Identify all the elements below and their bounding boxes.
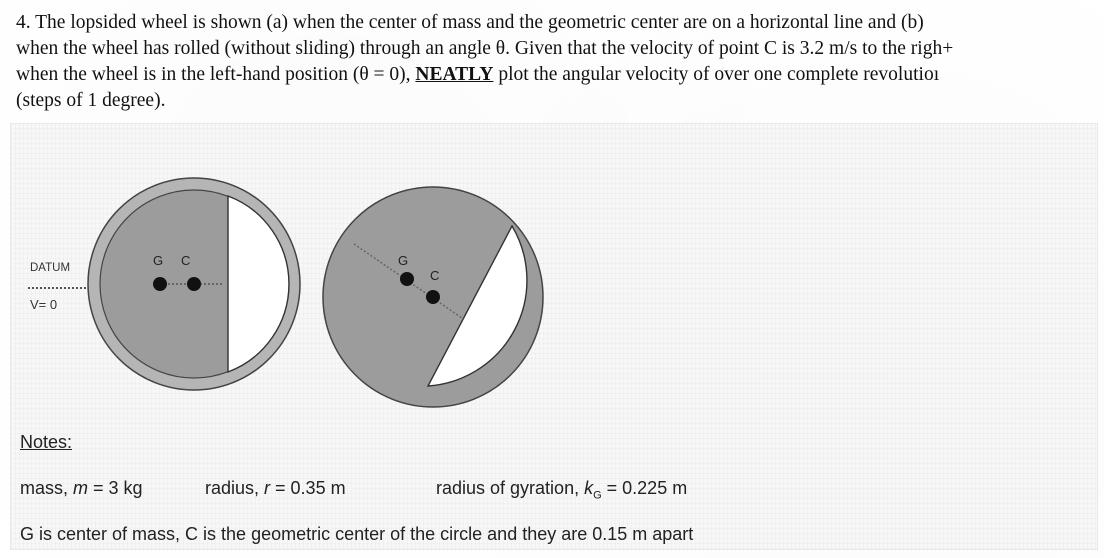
wheel-b-c-dot <box>426 290 440 304</box>
mass-variable: m <box>73 478 89 498</box>
gyration-label: radius of gyration, <box>436 478 585 498</box>
mass-value: = 3 kg <box>88 478 143 498</box>
problem-line-3-start: when the wheel is in the left-hand position (θ = 0), <box>16 64 416 85</box>
wheel-a-g-dot <box>153 277 167 291</box>
radius-variable: r <box>264 478 271 498</box>
radius-note <box>205 478 346 499</box>
gc-definition-note: G is center of mass, C is the geometric center of the circle and they are 0.15 m apart <box>20 524 694 544</box>
problem-line-3-end: plot the angular velocity of over one complete revolutioı <box>493 64 940 85</box>
wheel-b-c-label: C <box>430 268 440 283</box>
wheel-a-g-label: G <box>153 253 164 268</box>
wheel-a-c-label: C <box>181 253 191 268</box>
wheel-b <box>323 187 543 407</box>
velocity-zero-label: V= 0 <box>30 297 58 312</box>
notes-heading: Notes: <box>20 432 73 452</box>
gyration-variable: k <box>584 478 594 498</box>
radius-label: radius, <box>205 478 265 498</box>
neatly-emphasis: NEATLY <box>415 64 494 85</box>
gyration-subscript: G <box>593 489 602 502</box>
mass-label: mass, <box>20 478 74 498</box>
problem-line-1: 4. The lopsided wheel is shown (a) when the center of mass and the geometric center are on a horizontal line and (b) <box>16 12 924 33</box>
wheel-b-g-label: G <box>398 253 409 268</box>
gyration-note <box>436 478 687 502</box>
wheel-b-g-dot <box>400 272 414 286</box>
wheel-a <box>88 178 300 390</box>
gyration-value: = 0.225 m <box>601 478 688 498</box>
mass-note <box>20 478 143 499</box>
radius-value: = 0.35 m <box>270 478 346 498</box>
datum-label: DATUM <box>30 262 71 274</box>
wheel-a-c-dot <box>187 277 201 291</box>
problem-line-2: when the wheel has rolled (without sliding) through an angle θ. Given that the velocity of point C is 3.2 m/s to the righ+ <box>16 38 954 59</box>
problem-line-4: (steps of 1 degree). <box>16 90 166 111</box>
